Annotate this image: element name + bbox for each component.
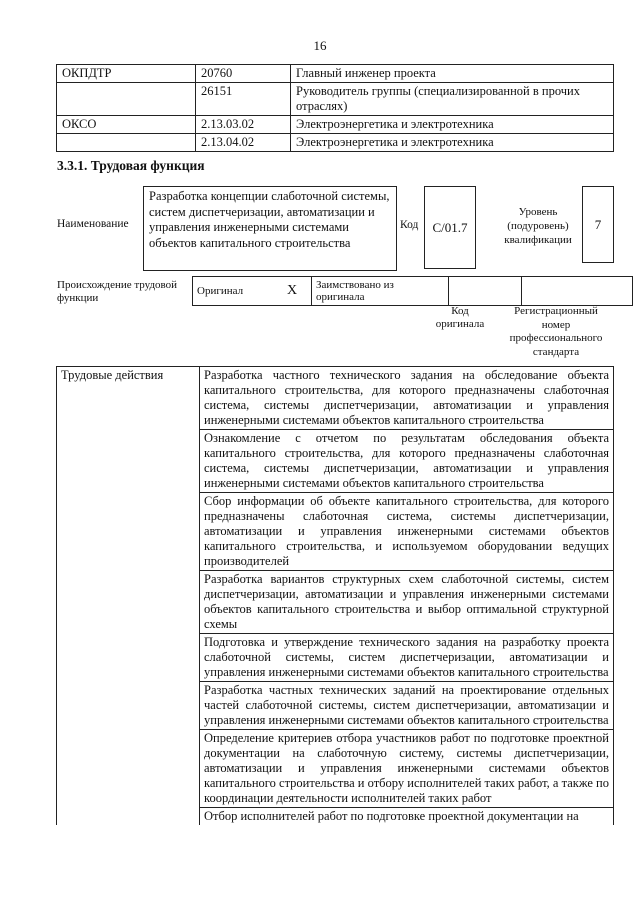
table-row	[57, 65, 614, 83]
function-name: Разработка концепции слаботочной системы, систем диспетчеризации, автоматизации и управления инженерными системами объектов капитального строительства	[143, 186, 397, 271]
classifier-code: 26151	[196, 83, 291, 116]
classifier-title: Электроэнергетика и электротехника	[291, 116, 614, 134]
classifier-code: 2.13.04.02	[196, 134, 291, 152]
labor-actions-label: Трудовые действия	[57, 367, 200, 826]
borrowed-label: Заимствовано из оригинала	[312, 277, 449, 306]
classifier-title: Главный инженер проекта	[291, 65, 614, 83]
origin-label: Происхождение трудовой функции	[57, 279, 178, 304]
qualification-level: 7	[582, 186, 614, 263]
level-label: Уровень (подуровень) квалификации	[504, 206, 572, 246]
original-label: Оригинал	[193, 277, 274, 306]
labor-actions-table	[56, 366, 614, 825]
table-row	[57, 83, 614, 116]
table-row	[193, 277, 633, 306]
list-item: Сбор информации об объекте капитального строительства, для которого предназначены слаботочная система, системы диспетчеризации, автоматизации и управления инженерными системами объектов капитального строительства, и используемом оборудовании ведущих производителей	[200, 493, 614, 571]
function-code: С/01.7	[424, 186, 476, 269]
classifier-name: ОКПДТР	[57, 65, 196, 83]
classifier-code: 2.13.03.02	[196, 116, 291, 134]
classifier-name	[57, 83, 196, 116]
table-row	[57, 134, 614, 152]
classifier-title: Руководитель группы (специализированной в прочих отраслях)	[291, 83, 614, 116]
classifier-table	[56, 64, 614, 152]
list-item: Определение критериев отбора участников работ по подготовке проектной документации на слаботочную систему, системы диспетчеризации, автоматизации и управления инженерными системами объектов капитального строительства и отбору исполнителей таких работ, а также по координации деятельности исполнителей таких работ	[200, 730, 614, 808]
page-number: 16	[313, 38, 327, 53]
list-item: Ознакомление с отчетом по результатам обследования объекта капитального строительства, для которого предназначены слаботочная система, системы диспетчеризации, автоматизации и управления инженерными системами объектов капитального строительства	[200, 430, 614, 493]
table-row	[57, 367, 614, 430]
original-code-label: Код оригинала	[435, 305, 485, 330]
list-item: Отбор исполнителей работ по подготовке проектной документации на	[200, 808, 614, 826]
registration-number-cell	[522, 277, 633, 306]
section-title: 3.3.1. Трудовая функция	[57, 158, 205, 173]
name-label: Наименование	[57, 218, 129, 230]
original-mark: X	[273, 277, 312, 306]
origin-table	[192, 276, 633, 306]
registration-number-label: Регистрационный номер профессионального стандарта	[509, 305, 603, 358]
classifier-name: ОКСО	[57, 116, 196, 134]
original-code-cell	[449, 277, 522, 306]
list-item: Разработка частных технических заданий на проектирование отдельных частей слаботочной системы, систем диспетчеризации, автоматизации и управления инженерными системами объектов капитального строительства	[200, 682, 614, 730]
list-item: Подготовка и утверждение технического задания на разработку проекта слаботочной системы, систем диспетчеризации, автоматизации и управления инженерными системами объектов капитального строительства	[200, 634, 614, 682]
table-row	[57, 116, 614, 134]
list-item: Разработка вариантов структурных схем слаботочной системы, систем диспетчеризации, автоматизации и управления инженерными системами объектов капитального строительства и выбор оптимальной структурной схемы	[200, 571, 614, 634]
classifier-title: Электроэнергетика и электротехника	[291, 134, 614, 152]
list-item: Разработка частного технического задания на обследование объекта капитального строительства, для которого предназначены слаботочная система, системы диспетчеризации, автоматизации и управления инженерными системами объектов капитального строительства	[200, 367, 614, 430]
classifier-name	[57, 134, 196, 152]
code-label: Код	[400, 219, 419, 231]
classifier-code: 20760	[196, 65, 291, 83]
